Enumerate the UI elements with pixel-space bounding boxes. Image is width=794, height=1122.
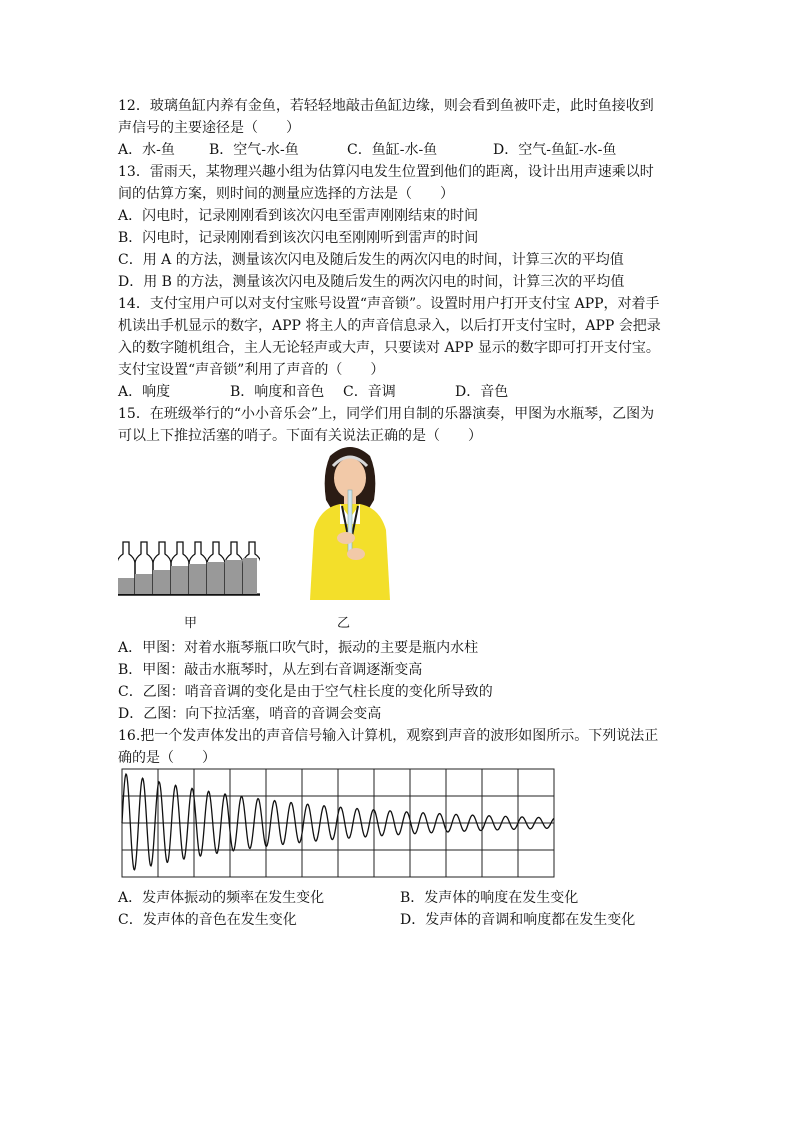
q14-option-d: D．音色	[455, 384, 509, 400]
figure-label-jia: 甲	[184, 616, 198, 631]
q13-option-c: C．用 A 的方法，测量该次闪电及随后发生的两次闪电的时间，计算三次的平均值	[118, 252, 624, 268]
q13-option-a: A．闪电时，记录刚刚看到该次闪电至雷声刚刚结束的时间	[118, 208, 479, 224]
q15-stem-line2: 可以上下推拉活塞的哨子。下面有关说法正确的是（ ）	[118, 428, 482, 444]
q16-option-a: A．发声体振动的频率在发生变化	[118, 890, 325, 906]
q14-stem-line4: 支付宝设置“声音锁”利用了声音的（ ）	[118, 362, 385, 378]
water-bottle-piano-figure	[118, 540, 260, 596]
q13-option-b: B．闪电时，记录刚刚看到该次闪电至刚刚听到雷声的时间	[118, 230, 479, 246]
q14-stem-line2: 机读出手机显示的数字，APP 将主人的声音信息录入，以后打开支付宝时，APP 会把录	[118, 318, 661, 334]
q14-stem-line3: 入的数字随机组合，主人无论轻声或大声，只要读对 APP 显示的数字即可打开支付宝。	[118, 340, 660, 356]
bottle-3	[153, 542, 171, 594]
q15-option-b: B．甲图：敲击水瓶琴时，从左到右音调逐渐变高	[118, 662, 423, 678]
q12-option-a: A．水-鱼	[118, 142, 175, 158]
bottle-2	[135, 542, 153, 594]
bottle-6	[207, 542, 225, 594]
girl-whistle-figure	[300, 442, 400, 600]
q15-option-d: D．乙图：向下拉活塞，哨音的音调会变高	[118, 706, 382, 722]
q13-stem-line2: 间的估算方案，则时间的测量应选择的方法是（ ）	[118, 186, 454, 202]
waveform-grid	[122, 769, 554, 877]
q16-stem-line2: 确的是（ ）	[118, 750, 216, 766]
q12-stem-line1: 12．玻璃鱼缸内养有金鱼，若轻轻地敲击鱼缸边缘，则会看到鱼被吓走，此时鱼接收到	[118, 98, 654, 114]
q14-option-b: B．响度和音色	[230, 384, 325, 400]
bottle-4	[171, 542, 189, 594]
q13-option-d: D．用 B 的方法，测量该次闪电及随后发生的两次闪电的时间，计算三次的平均值	[118, 274, 625, 290]
q12-option-b: B．空气-水-鱼	[209, 142, 299, 158]
q16-option-b: B．发声体的响度在发生变化	[400, 890, 579, 906]
q15-option-a: A．甲图：对着水瓶琴瓶口吹气时，振动的主要是瓶内水柱	[118, 640, 479, 656]
bottle-1	[118, 542, 135, 594]
bottle-7	[225, 542, 243, 594]
bottle-8	[243, 542, 260, 594]
q15-stem-line1: 15．在班级举行的“小小音乐会”上，同学们用自制的乐器演奏，甲图为水瓶琴，乙图为	[118, 406, 655, 422]
q16-stem-line1: 16.把一个发声体发出的声音信号输入计算机，观察到声音的波形如图所示。下列说法正	[118, 728, 659, 744]
q16-option-c: C．发声体的音色在发生变化	[118, 912, 297, 928]
figure-label-yi: 乙	[337, 616, 351, 631]
q14-option-a: A．响度	[118, 384, 171, 400]
sound-waveform-figure	[121, 768, 555, 880]
bottle-5	[189, 542, 207, 594]
q16-option-d: D．发声体的音调和响度都在发生变化	[400, 912, 636, 928]
q13-stem-line1: 13．雷雨天，某物理兴趣小组为估算闪电发生位置到他们的距离，设计出用声速乘以时	[118, 164, 654, 180]
q12-option-c: C．鱼缸-水-鱼	[347, 142, 438, 158]
q15-option-c: C．乙图：哨音音调的变化是由于空气柱长度的变化所导致的	[118, 684, 493, 700]
q12-option-d: D．空气-鱼缸-水-鱼	[493, 142, 617, 158]
q12-stem-line2: 声信号的主要途径是（ ）	[118, 120, 300, 136]
q14-option-c: C．音调	[343, 384, 396, 400]
q14-stem-line1: 14．支付宝用户可以对支付宝账号设置“声音锁”。设置时用户打开支付宝 APP，对着手	[118, 296, 660, 312]
